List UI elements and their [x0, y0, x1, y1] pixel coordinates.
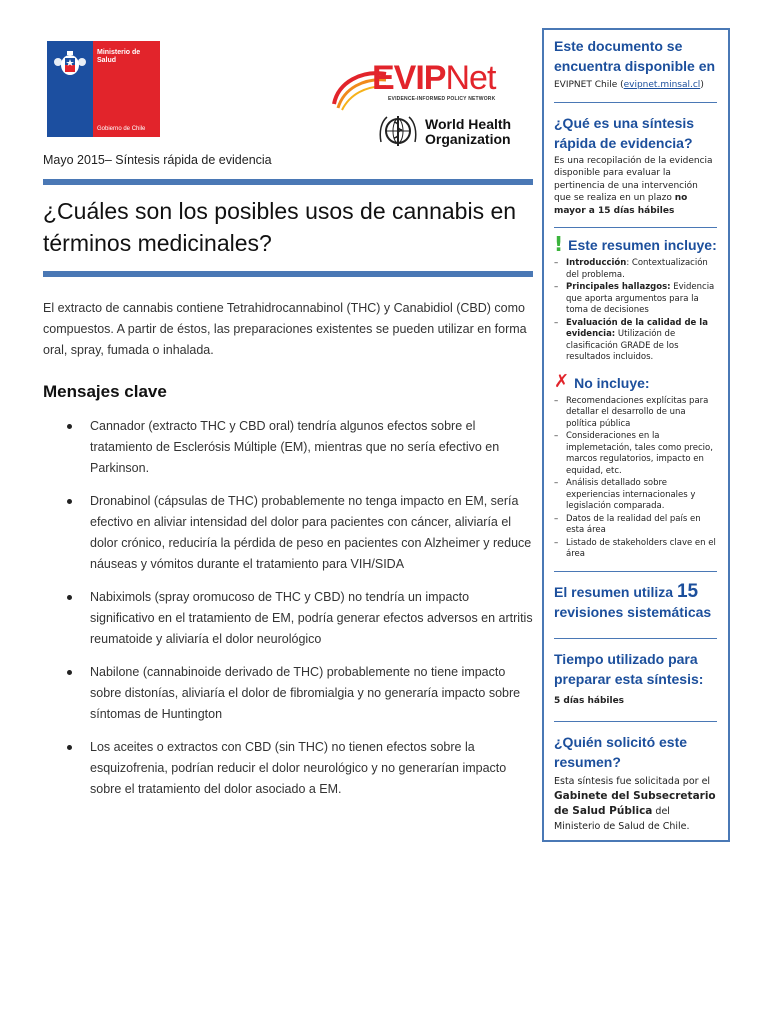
includes-item — [554, 258, 717, 281]
key-messages-list — [67, 416, 533, 812]
dash-icon: – — [554, 478, 559, 488]
sidebar-divider — [554, 227, 717, 228]
date-line: Mayo 2015– Síntesis rápida de evidencia — [43, 153, 272, 167]
available-suffix: ) — [700, 80, 704, 90]
bullet-icon — [67, 595, 72, 600]
bullet-icon — [67, 670, 72, 675]
what-text — [554, 155, 717, 218]
key-message-text: Dronabinol (cápsulas de THC) probablemente no tenga impacto en EM, sería efectivo en aliviar intensidad del dolor para pacientes con cáncer, aliviaría el dolor crónico, reduciría la pérdida de peso en pacientes con Alzheimer y reduce náuseas y vómitos durante el tratamiento para VIH/SIDA — [90, 494, 532, 571]
excludes-heading: No incluye: — [574, 374, 650, 391]
evipnet-logo — [328, 56, 514, 112]
excludes-item — [554, 538, 717, 561]
minsal-gov: Gobierno de Chile — [97, 126, 146, 132]
excludes-item-text: Datos de la realidad del país en esta área — [566, 513, 701, 535]
includes-item-bold: Introducción — [566, 258, 627, 268]
excludes-item-text: Análisis detallado sobre experiencias internacionales y legislación comparada. — [566, 478, 696, 511]
key-messages-heading: Mensajes clave — [43, 382, 167, 401]
chile-coat-of-arms-icon — [52, 49, 88, 79]
bullet-icon — [67, 499, 72, 504]
requester-heading: ¿Quién solicitó este resumen? — [554, 734, 688, 770]
exclamation-icon: ! — [554, 232, 564, 256]
evipnet-wordmark — [372, 60, 495, 96]
key-message-item — [67, 587, 533, 650]
what-heading: ¿Qué es una síntesis rápida de evidencia? — [554, 114, 695, 151]
key-message-item — [67, 491, 533, 575]
requester-bold: Gabinete del Subsecretario de Salud Pública — [554, 790, 716, 817]
minsal-name: Ministerio de Salud — [97, 49, 141, 64]
dash-icon: – — [554, 431, 559, 441]
sidebar-divider — [554, 571, 717, 572]
time-heading: Tiempo utilizado para preparar esta síntesis: — [554, 650, 704, 687]
evipnet-link[interactable]: evipnet.minsal.cl — [623, 80, 701, 90]
bullet-icon — [67, 424, 72, 429]
info-sidebar — [542, 28, 730, 842]
requester-text — [554, 774, 717, 834]
excludes-list — [554, 396, 717, 561]
includes-item-text: Evidencia que aporta argumentos para la toma de decisiones — [566, 282, 715, 315]
cross-icon: ✗ — [554, 370, 570, 392]
evipnet-wordmark-b: Net — [445, 59, 496, 97]
includes-item-text: : Contextualización del problema. — [566, 258, 708, 280]
excludes-item-text: Recomendaciones explícitas para detallar el desarrollo de una política pública — [566, 395, 709, 429]
includes-item-bold: Evaluación de la calidad de la evidencia: — [566, 317, 708, 339]
available-text — [554, 79, 717, 92]
includes-list — [554, 258, 717, 364]
key-message-text: Los aceites o extractos con CBD (sin THC) no tienen efectos sobre la esquizofrenia, podrían reducir el dolor neurológico y no generarían impacto sobre el tratamiento del dolor asociado a EM. — [90, 740, 507, 796]
excludes-item — [554, 431, 717, 477]
dash-icon: – — [554, 513, 559, 524]
title-rule-bottom — [43, 271, 533, 277]
time-value: 5 días hábiles — [554, 695, 625, 706]
what-text-body: Es una recopilación de la evidencia disponible para evaluar la pertinencia de una intervención que se realiza en un plazo — [554, 155, 713, 203]
key-message-text: Nabilone (cannabinoide derivado de THC) probablemente no tiene impacto sobre distonías, aliviaría el dolor de fibromialgia y no generaría impacto sobre síntomas de Huntington — [90, 665, 521, 721]
excludes-item — [554, 514, 717, 537]
evipnet-subtitle: EVIDENCE-INFORMED POLICY NETWORK — [388, 96, 496, 102]
sidebar-divider — [554, 638, 717, 639]
reviews-heading — [554, 582, 717, 622]
excludes-heading-row — [554, 372, 717, 392]
key-message-item — [67, 737, 533, 800]
who-logo — [377, 112, 517, 152]
available-prefix: EVIPNET Chile ( — [554, 80, 624, 90]
minsal-blue-panel — [47, 41, 93, 137]
key-message-text: Nabiximols (spray oromucoso de THC y CBD) no tendría un impacto significativo en el tratamiento de EM, podría generar efectos adversos en artritis reumatoide y aliviaría el dolor neurológico — [90, 590, 533, 646]
dash-icon: – — [554, 537, 559, 548]
includes-heading-row — [554, 234, 717, 254]
key-message-item — [67, 662, 533, 725]
key-message-item — [67, 416, 533, 479]
what-text-bold: no mayor a 15 días hábiles — [554, 193, 688, 216]
key-message-text: Cannador (extracto THC y CBD oral) tendría algunos efectos sobre el tratamiento de Esclerósis Múltiple (EM), mientras que no sería efectivo en Parkinson. — [90, 419, 500, 475]
title-rule-top — [43, 179, 533, 185]
who-line-1: World Health — [425, 116, 512, 132]
dash-icon: – — [554, 282, 559, 292]
excludes-item — [554, 396, 717, 431]
includes-item-bold: Principales hallazgos: — [566, 282, 671, 292]
includes-item — [554, 282, 717, 317]
minsal-red-panel — [93, 41, 160, 137]
ministerio-salud-logo — [47, 41, 160, 137]
intro-paragraph: El extracto de cannabis contiene Tetrahidrocannabinol (THC) y Canabidiol (CBD) como compuestos. A partir de éstos, las preparaciones existentes se pueden utilizar en forma oral, spray, fumada o inhalada. — [43, 301, 527, 357]
excludes-item — [554, 478, 717, 513]
bullet-icon — [67, 745, 72, 750]
excludes-item-text: Listado de stakeholders clave en el área — [566, 537, 716, 559]
dash-icon: – — [554, 258, 559, 268]
requester-suffix: del Ministerio de Salud de Chile. — [554, 806, 690, 832]
who-emblem-icon — [377, 112, 419, 152]
sidebar-divider — [554, 102, 717, 103]
page-title: ¿Cuáles son los posibles usos de cannabis en términos medicinales? — [43, 198, 517, 256]
reviews-prefix: El resumen utiliza — [554, 583, 677, 600]
includes-item — [554, 318, 717, 364]
excludes-item-text: Consideraciones en la implemetación, tales como precio, marcos regulatorios, impacto en equidad, etc. — [566, 431, 713, 476]
who-wordmark — [425, 117, 511, 147]
who-line-2: Organization — [425, 131, 511, 147]
evipnet-wordmark-a: EVIP — [372, 59, 446, 97]
includes-item-text: Utilización de clasificación GRADE de los resultados incluidos. — [566, 329, 679, 362]
reviews-suffix: revisiones sistemáticas — [554, 603, 712, 620]
dash-icon: – — [554, 395, 559, 406]
sidebar-divider — [554, 721, 717, 722]
available-heading: Este documento se encuentra disponible en — [554, 38, 716, 74]
requester-prefix: Esta síntesis fue solicitada por el — [554, 776, 711, 787]
dash-icon: – — [554, 317, 559, 328]
reviews-number: 15 — [676, 580, 699, 602]
includes-heading: Este resumen incluye: — [568, 237, 717, 253]
